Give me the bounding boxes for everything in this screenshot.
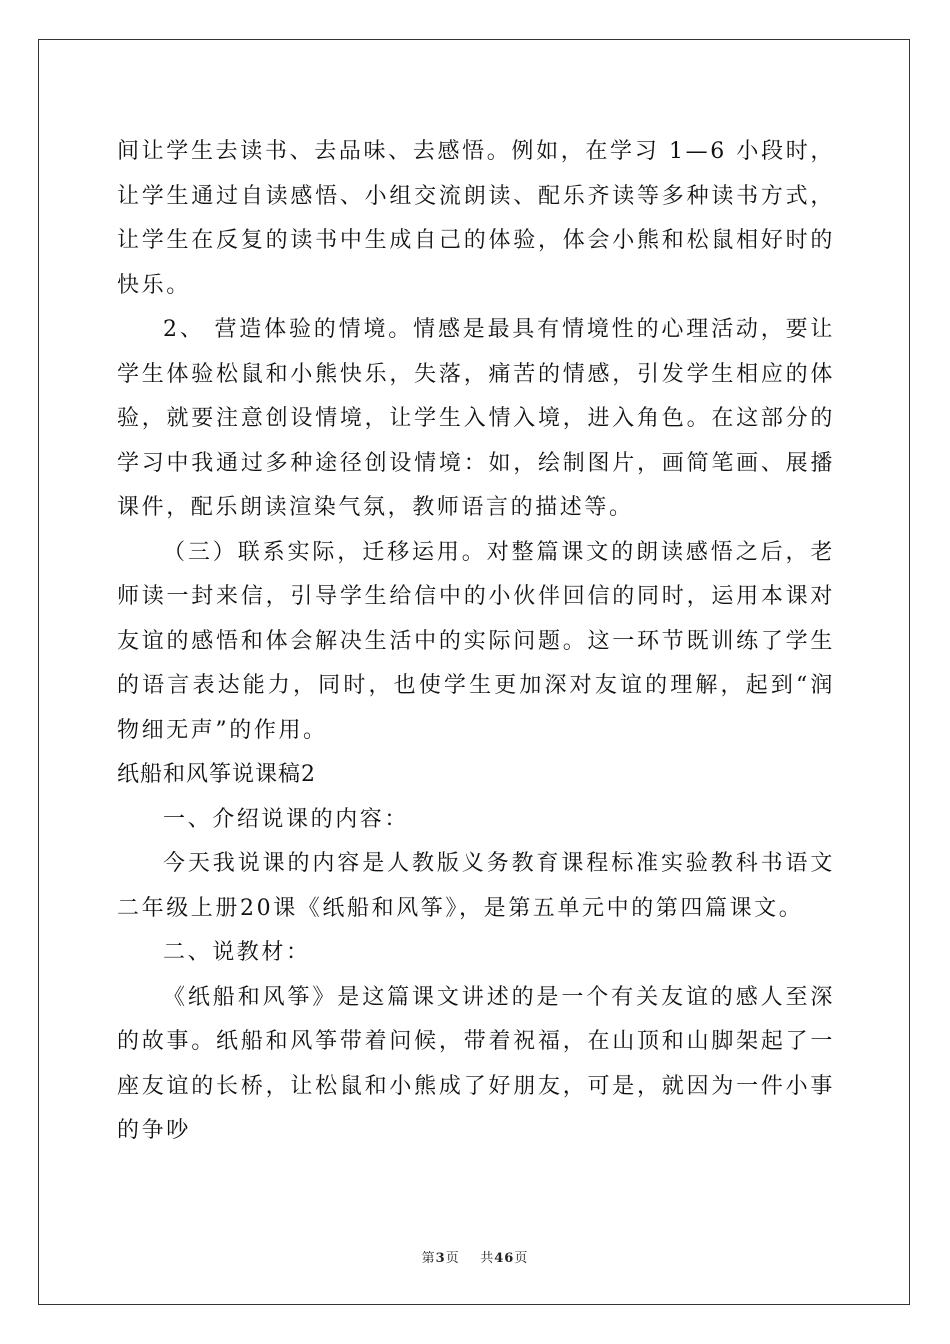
- total-prefix: 共: [480, 1251, 495, 1266]
- paragraph-1: 间让学生去读书、去品味、去感悟。例如，在学习 1—6 小段时，让学生通过自读感悟、小组交流朗读、配乐齐读等多种读书方式，让学生在反复的读书中生成自己的体验，体会小熊和松鼠相好时的快乐。: [117, 139, 835, 298]
- paragraph-6: 二、说教材：: [163, 940, 311, 965]
- paragraph-5: 今天我说课的内容是人教版义务教育课程标准实验教科书语文二年级上册20课《纸船和风筝》，是第五单元中的第四篇课文。: [117, 851, 835, 921]
- total-suffix: 页: [514, 1251, 529, 1266]
- paragraph-7: 《纸船和风筝》是这篇课文讲述的是一个有关友谊的感人至深的故事。纸船和风筝带着问候，带着祝福，在山顶和山脚架起了一座友谊的长桥，让松鼠和小熊成了好朋友，可是，就因为一件小事的争吵: [117, 984, 835, 1143]
- paragraph-2: 2、 营造体验的情境。情感是最具有情境性的心理活动，要让学生体验松鼠和小熊快乐，失落，痛苦的情感，引发学生相应的体验，就要注意创设情境，让学生入情入境，进入角色。在这部分的学习中我通过多种途径创设情境：如，绘制图片，画简笔画、展播课件，配乐朗读渲染气氛，教师语言的描述等。: [117, 317, 835, 520]
- total-pages: 46: [494, 1251, 515, 1266]
- page-number: 3: [435, 1251, 446, 1266]
- document-body: [117, 130, 835, 1154]
- page-prefix: 第: [421, 1251, 436, 1266]
- page-suffix: 页: [445, 1251, 460, 1266]
- paragraph-3: （三）联系实际，迁移运用。对整篇课文的朗读感悟之后，老师读一封来信，引导学生给信中的小伙伴回信的同时，运用本课对友谊的感悟和体会解决生活中的实际问题。这一环节既训练了学生的语言表达能力，同时，也使学生更加深对友谊的理解，起到“润物细无声”的作用。: [117, 539, 835, 743]
- paragraph-4: 一、介绍说课的内容：: [163, 806, 410, 832]
- page-footer: [0, 1247, 950, 1266]
- section-title: 纸船和风筝说课稿2: [117, 762, 316, 787]
